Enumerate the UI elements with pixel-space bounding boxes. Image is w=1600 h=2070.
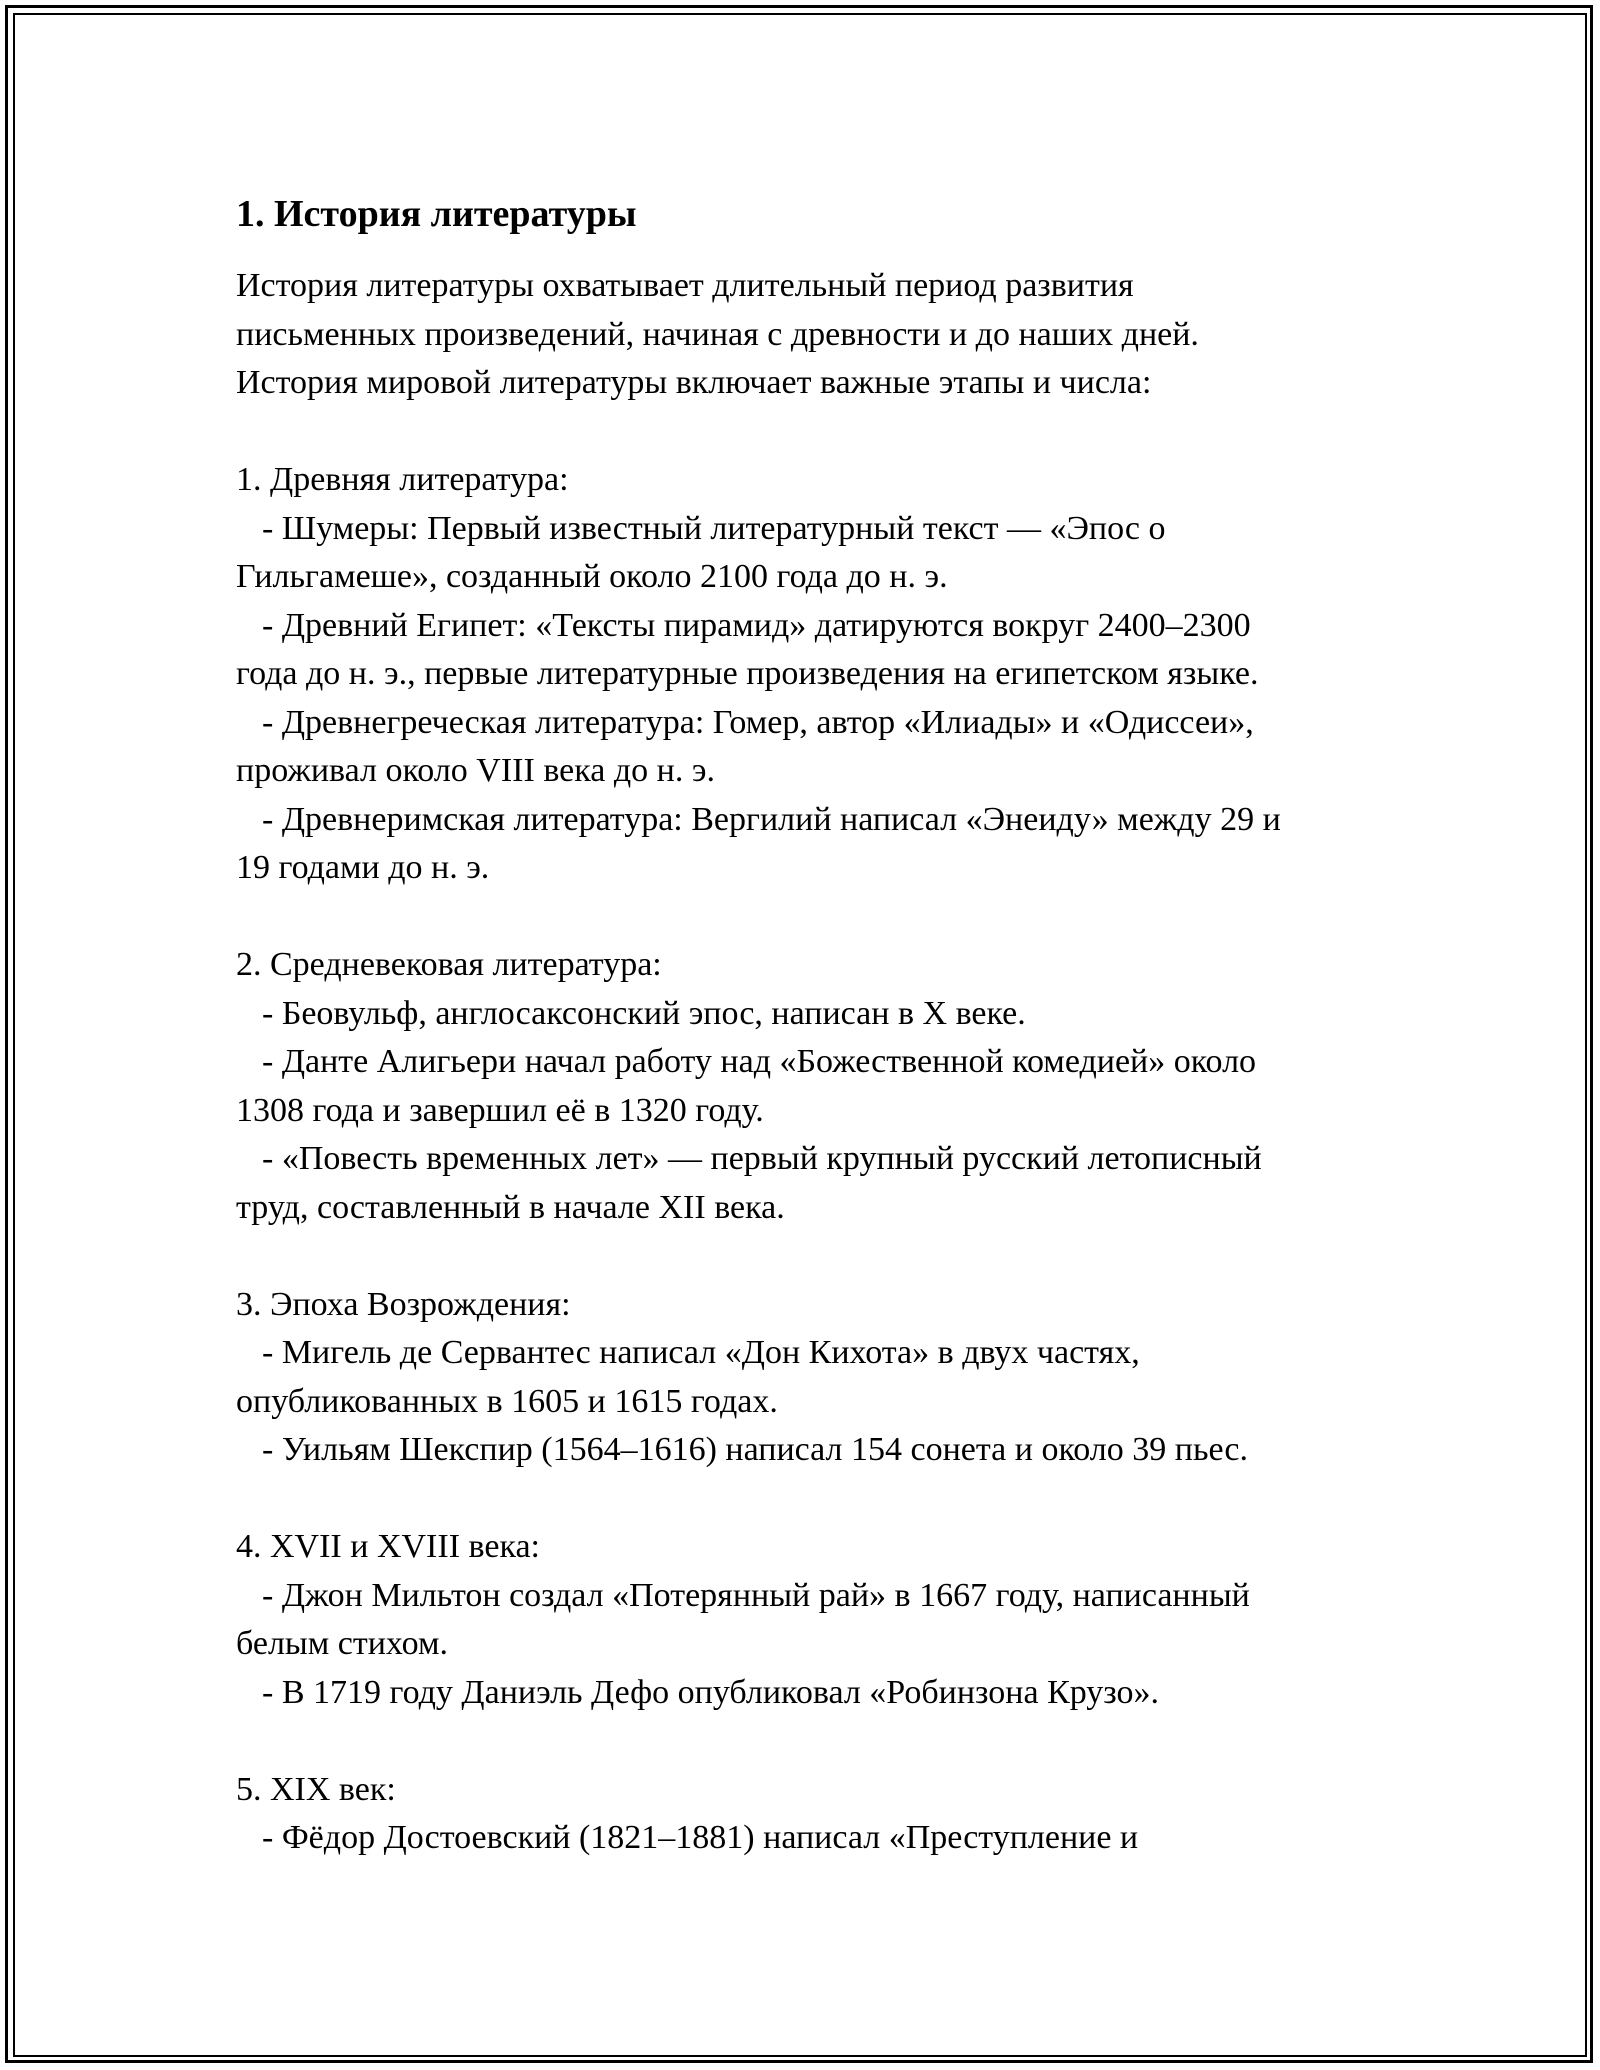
- intro-line: История мировой литературы включает важные этапы и числа:: [236, 364, 1152, 401]
- list-item: [236, 1038, 1426, 1135]
- section-title: 1. Древняя литература:: [236, 461, 569, 498]
- intro-paragraph: [236, 262, 1426, 408]
- document-heading: 1. История литературы: [236, 193, 637, 235]
- list-item: [236, 1814, 1426, 1863]
- item-line: - Уильям Шекспир (1564–1616) написал 154 сонета и около 39 пьес.: [262, 1431, 1248, 1468]
- list-item: [236, 990, 1426, 1039]
- section-title: 2. Средневековая литература:: [236, 946, 662, 983]
- item-line: 1308 года и завершил её в 1320 году.: [236, 1091, 764, 1129]
- list-item: [236, 1426, 1426, 1475]
- document-body: [236, 186, 1426, 1863]
- section-ancient: [236, 456, 1426, 893]
- item-line: труд, составленный в начале XII века.: [236, 1188, 785, 1226]
- list-item: [236, 602, 1426, 699]
- item-line: Гильгамеше», созданный около 2100 года до н. э.: [236, 558, 948, 595]
- item-line: - Древнегреческая литература: Гомер, автор «Илиады» и «Одиссеи»,: [262, 703, 1254, 741]
- section-title: 3. Эпоха Возрождения:: [236, 1285, 571, 1323]
- section-19-century: [236, 1766, 1426, 1863]
- item-line: - Фёдор Достоевский (1821–1881) написал «Преступление и: [262, 1819, 1139, 1856]
- item-line: - «Повесть временных лет» — первый крупный русский летописный: [262, 1140, 1262, 1177]
- item-line: - Шумеры: Первый известный литературный текст — «Эпос о: [262, 509, 1166, 547]
- intro-line: История литературы охватывает длительный период развития: [236, 267, 1134, 304]
- intro-line: письменных произведений, начиная с древности и до наших дней.: [236, 315, 1199, 353]
- list-item: [236, 1329, 1426, 1426]
- item-line: - Древний Египет: «Тексты пирамид» датируются вокруг 2400–2300: [262, 606, 1251, 644]
- item-line: - Древнеримская литература: Вергилий написал «Энеиду» между 29 и: [262, 800, 1281, 838]
- section-title: 5. XIX век:: [236, 1770, 396, 1808]
- list-item: [236, 699, 1426, 796]
- list-item: [236, 1572, 1426, 1669]
- item-line: - В 1719 году Даниэль Дефо опубликовал «Робинзона Крузо».: [262, 1673, 1160, 1711]
- item-line: белым стихом.: [236, 1625, 448, 1662]
- item-line: опубликованных в 1605 и 1615 годах.: [236, 1382, 778, 1420]
- section-title: 4. XVII и XVIII века:: [236, 1528, 541, 1565]
- section-medieval: [236, 941, 1426, 1232]
- item-line: года до н. э., первые литературные произведения на египетском языке.: [236, 655, 1259, 692]
- item-line: - Данте Алигьери начал работу над «Божественной комедией» около: [262, 1043, 1257, 1080]
- item-line: проживал около VIII века до н. э.: [236, 752, 715, 789]
- list-item: [236, 796, 1426, 893]
- item-line: - Джон Мильтон создал «Потерянный рай» в 1667 году, написанный: [262, 1576, 1250, 1614]
- section-17-18-centuries: [236, 1523, 1426, 1717]
- list-item: [236, 505, 1426, 602]
- item-line: - Беовульф, англосаксонский эпос, написан в X веке.: [262, 994, 1026, 1032]
- item-line: 19 годами до н. э.: [236, 849, 490, 886]
- list-item: [236, 1669, 1426, 1718]
- list-item: [236, 1135, 1426, 1232]
- section-renaissance: [236, 1281, 1426, 1475]
- item-line: - Мигель де Сервантес написал «Дон Кихота» в двух частях,: [262, 1334, 1140, 1371]
